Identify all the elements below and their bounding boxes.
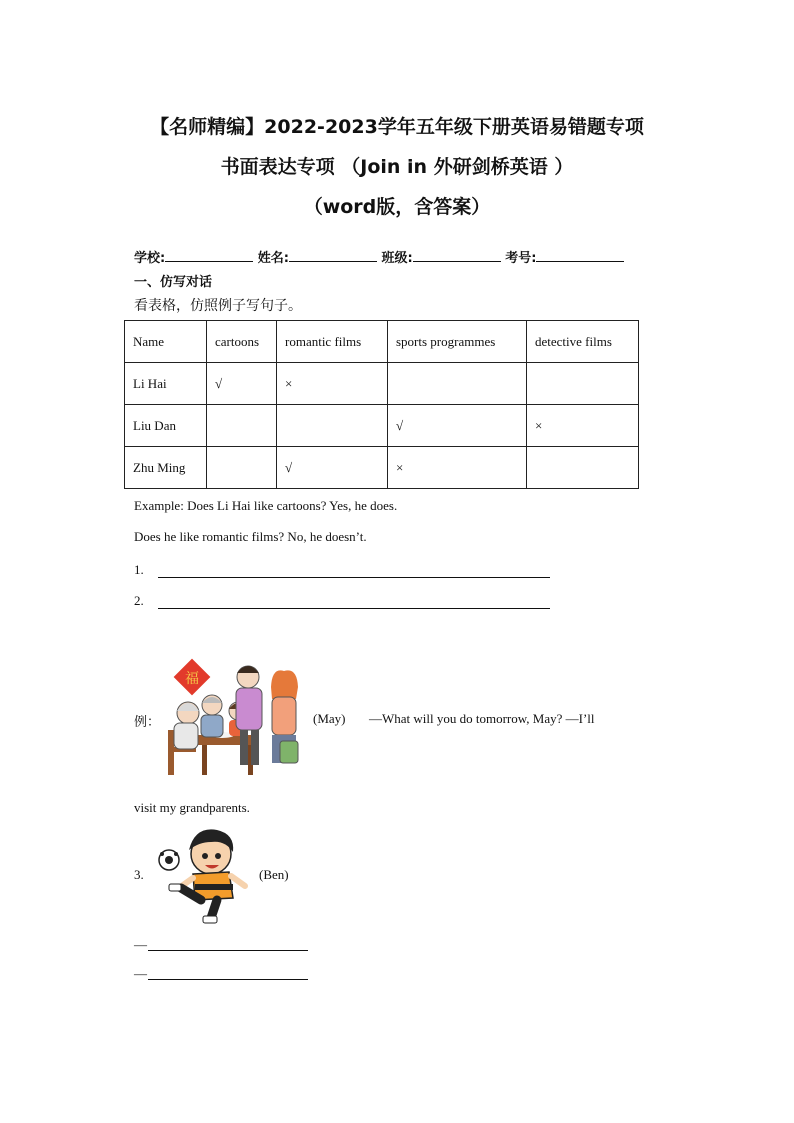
table-cell: Liu Dan <box>125 405 207 447</box>
q3-dash-2: — <box>134 966 147 981</box>
table-header-cell: sports programmes <box>388 321 527 363</box>
q3-answer-line-1 <box>134 937 147 953</box>
example-line-1: Example: Does Li Hai like cartoons? Yes, he does. <box>134 498 398 513</box>
q3-answer-line-2 <box>134 966 147 982</box>
table-cell <box>527 363 639 405</box>
name-label: 姓名: <box>257 251 289 266</box>
table-cell: √ <box>277 447 388 489</box>
table-cell <box>207 405 277 447</box>
answer-blank-2[interactable] <box>158 608 550 609</box>
answer-number-1: 1. <box>134 562 144 577</box>
example2-name-tag: (May) <box>313 711 346 726</box>
table-header-row <box>125 321 639 363</box>
table-cell <box>527 447 639 489</box>
student-info-row <box>134 247 664 266</box>
q3-answer-blank-1[interactable] <box>148 950 308 951</box>
table-cell: × <box>388 447 527 489</box>
title-line-1: 【名师精编】2022-2023学年五年级下册英语易错题专项 <box>150 116 644 138</box>
table-cell: × <box>277 363 388 405</box>
answer-line-2 <box>134 593 144 609</box>
title-line-2: 书面表达专项 （Join in 外研剑桥英语 ） <box>220 156 574 178</box>
answer-blank-1[interactable] <box>158 577 550 578</box>
example2-prefix: 例： <box>134 715 161 730</box>
table-header-cell: Name <box>125 321 207 363</box>
name-blank[interactable] <box>289 249 377 262</box>
school-label: 学校: <box>134 251 166 266</box>
fu-character: 福 <box>185 671 199 687</box>
number-label: 考号: <box>505 251 537 266</box>
answer-number-2: 2. <box>134 593 144 608</box>
table-cell: Zhu Ming <box>125 447 207 489</box>
title-line-3: （word版，含答案） <box>303 196 491 218</box>
example2-dialog: —What will you do tomorrow, May? —I’ll <box>369 711 595 726</box>
table-row <box>125 405 639 447</box>
section-heading: 一、仿写对话 <box>134 275 213 290</box>
table-row <box>125 363 639 405</box>
table-cell <box>277 405 388 447</box>
table-cell: √ <box>388 405 527 447</box>
section-instruction: 看表格，仿照例子写句子。 <box>134 298 302 314</box>
table-header-cell: detective films <box>527 321 639 363</box>
example2-continuation: visit my grandparents. <box>134 800 250 815</box>
school-blank[interactable] <box>165 249 253 262</box>
q3-name-tag: (Ben) <box>259 867 289 882</box>
table-cell <box>388 363 527 405</box>
q3-answer-blank-2[interactable] <box>148 979 308 980</box>
table-cell: × <box>527 405 639 447</box>
class-blank[interactable] <box>413 249 501 262</box>
number-blank[interactable] <box>536 249 624 262</box>
q3-dash-1: — <box>134 937 147 952</box>
table-cell: √ <box>207 363 277 405</box>
table-cell: Li Hai <box>125 363 207 405</box>
table-header-cell: cartoons <box>207 321 277 363</box>
boy-soccer-illustration-icon <box>155 826 250 924</box>
table-row <box>125 447 639 489</box>
class-label: 班级: <box>381 251 413 266</box>
family-illustration-icon <box>160 655 305 780</box>
preference-table <box>124 320 639 489</box>
answer-line-1 <box>134 562 144 578</box>
table-header-cell: romantic films <box>277 321 388 363</box>
table-cell <box>207 447 277 489</box>
q3-number: 3. <box>134 867 144 882</box>
example-line-2: Does he like romantic films? No, he doesn’t. <box>134 529 367 544</box>
